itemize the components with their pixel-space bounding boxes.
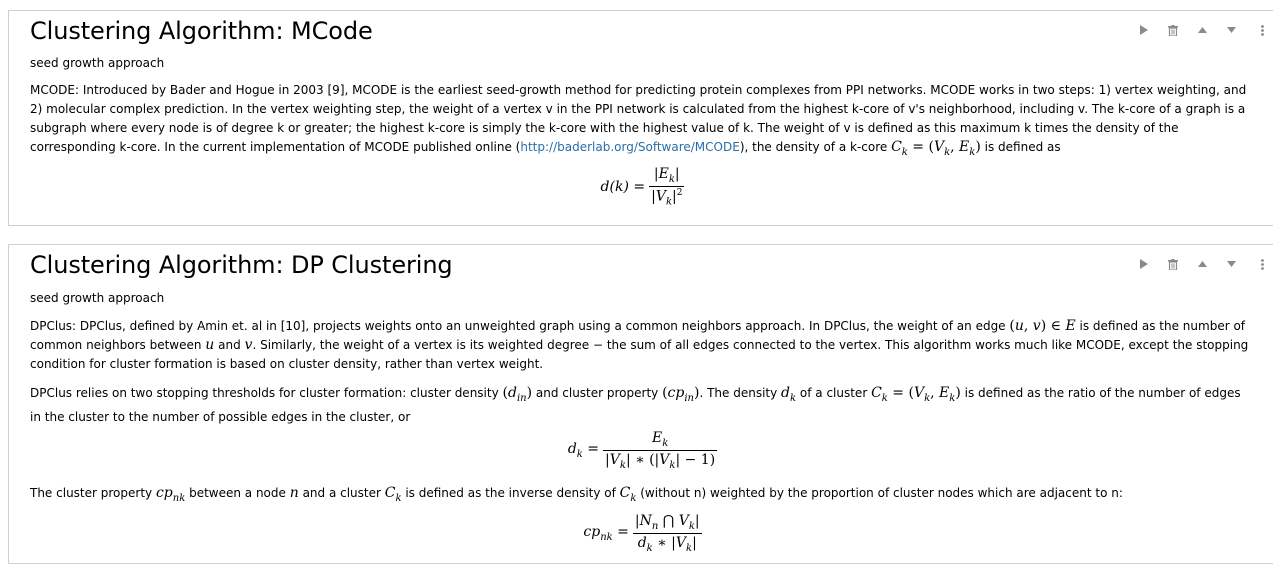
cell-subtitle: seed growth approach (30, 56, 165, 70)
more-vertical-icon[interactable] (1252, 253, 1272, 275)
mcode-description: MCODE: Introduced by Bader and Hogue in 2003 [9], MCODE is the earliest seed-growth method for predicting protein complexes from PPI networks. MCODE works in two steps: 1) vertex weighting, and 2) molecular complex prediction. In the vertex weighting step, the weight of a vertex v in the PPI network is calculated from the highest k-core of v's neighborhood, including v. The k-core of a graph is a subgraph where every node is of degree k or greater; the highest k-core is simply the k-core with the highest value of k. The weight of v is defined as this maximum k times the density of the corresponding k-core. In the current implementation of MCODE published online (http://baderlab.org/Software/MCODE), the density of a k-core $C_k = (V_k$, $E_k$) is defined as (30, 83, 1247, 158)
markdown-cell-dpclus[interactable] (8, 244, 1273, 564)
mcode-link[interactable]: http://baderlab.org/Software/MCODE (520, 140, 740, 154)
arrow-down-icon[interactable] (1221, 253, 1241, 275)
equation-density-dk: $d_k$ = $\frac{E_k}{|V_k| ∗ (|V_k| - 1)}$ (567, 430, 716, 471)
markdown-cell-mcode[interactable] (8, 10, 1273, 226)
trash-icon[interactable] (1163, 253, 1183, 275)
equation-cluster-property: $cp_{nk}$ = $\frac{|N_n ⋂ V_k|}{d_k ∗ |V_k|}$ (583, 513, 700, 554)
cell-title: Clustering Algorithm: DP Clustering (30, 251, 453, 279)
trash-icon[interactable] (1163, 19, 1183, 41)
arrow-up-icon[interactable] (1192, 253, 1212, 275)
math-ck-def: $C_k = (V_k$, $E_k$) (891, 139, 981, 158)
arrow-down-icon[interactable] (1221, 19, 1241, 41)
arrow-up-icon[interactable] (1192, 19, 1212, 41)
cell-subtitle: seed growth approach (30, 291, 165, 305)
equation-density-k: d(k) = $\frac{|E_k|}{|V_k|^2}$ (600, 166, 683, 208)
math-edge: (u, v) ∈ E (1009, 318, 1076, 334)
cell-title: Clustering Algorithm: MCode (30, 17, 373, 45)
play-icon[interactable] (1134, 19, 1154, 41)
more-vertical-icon[interactable] (1252, 19, 1272, 41)
play-icon[interactable] (1134, 253, 1154, 275)
dpclus-cluster-property: The cluster property $cp_{nk}$ between a node n and a cluster $C_k$ is defined as the inverse density of $C_k$ (without n) weighted by the proportion of cluster nodes which are adjacent to n: (30, 485, 1123, 504)
dpclus-thresholds: DPClus relies on two stopping thresholds for cluster formation: cluster density $(d_{in})$ and cluster property $(cp_{in})$. The density $d_k$ of a cluster $C_k = (V_k$, $E_k$) is defined as the ratio of the number of edges in the cluster to the number of possible edges in the cluster, or (30, 385, 1241, 424)
dpclus-description: DPClus: DPClus, defined by Amin et. al in [10], projects weights onto an unweighted graph using a common neighbors approach. In DPClus, the weight of an edge (u, v) ∈ E is defined as the number of common neighbors between u and v. Similarly, the weight of a vertex is its weighted degree − the sum of all edges connected to the vertex. This algorithm works much like MCODE, except the stopping condition for cluster formation is based on cluster density, rather than vertex weight. (30, 318, 1249, 371)
